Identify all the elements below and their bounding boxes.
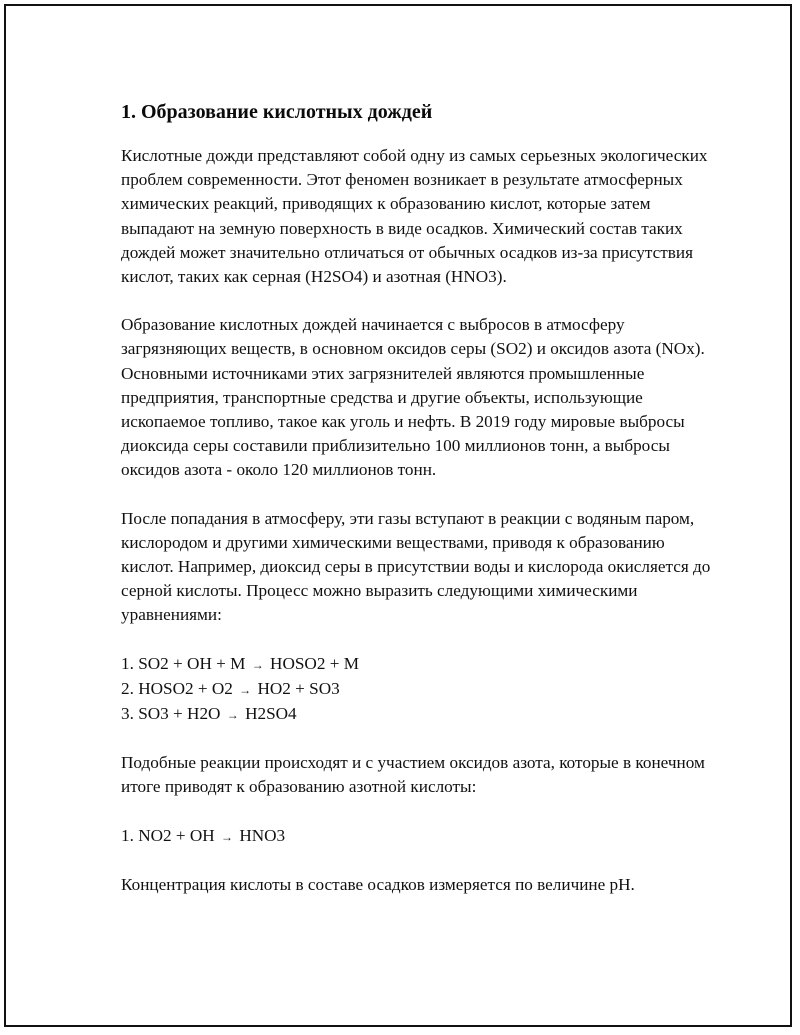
- document-page: [4, 4, 792, 1027]
- arrow-icon: →: [221, 829, 234, 844]
- equation-rhs: HO2 + SO3: [257, 678, 340, 698]
- arrow-icon: →: [239, 682, 252, 697]
- section-heading: 1. Образование кислотных дождей: [121, 101, 433, 123]
- equation-line: [121, 677, 711, 702]
- equation-list-sulfur: [121, 652, 711, 728]
- equation-line: [121, 824, 711, 849]
- paragraph: После попадания в атмосферу, эти газы вступают в реакции с водяным паром, кислородом и другими химическими веществами, приводя к образованию кислот. Например, диоксид серы в присутствии воды и кислорода окисляется до серной кислоты. Процесс можно выразить следующими химическими уравнениями:: [121, 508, 711, 625]
- paragraph: Концентрация кислоты в составе осадков измеряется по величине pH.: [121, 874, 635, 894]
- equation-lhs: 3. SO3 + H2O: [121, 704, 221, 724]
- equation-rhs: H2SO4: [245, 704, 297, 724]
- equation-lhs: 2. HOSO2 + O2: [121, 678, 233, 698]
- equation-rhs: HNO3: [239, 825, 286, 845]
- equation-lhs: 1. SO2 + OH + M: [121, 653, 246, 673]
- equation-rhs: HOSO2 + M: [270, 653, 359, 673]
- equation-line: [121, 652, 711, 677]
- equation-line: [121, 702, 711, 727]
- paragraph: Подобные реакции происходят и с участием оксидов азота, которые в конечном итоге приводят к образованию азотной кислоты:: [121, 753, 705, 797]
- equation-lhs: 1. NO2 + OH: [121, 825, 215, 845]
- paragraph: Образование кислотных дождей начинается с выбросов в атмосферу загрязняющих веществ, в основном оксидов серы (SO2) и оксидов азота (NOx). Основными источниками этих загрязнителей являются промышленные предприятия, транспортные средства и другие объекты, использующие ископаемое топливо, такое как уголь и нефть. В 2019 году мировые выбросы диоксида серы составили приблизительно 100 миллионов тонн, а выбросы оксидов азота - около 120 миллионов тонн.: [121, 315, 705, 480]
- arrow-icon: →: [226, 708, 239, 723]
- paragraph: Кислотные дожди представляют собой одну из самых серьезных экологических проблем современности. Этот феномен возникает в результате атмосферных химических реакций, приводящих к образованию кислот, которые затем выпадают на земную поверхность в виде осадков. Химический состав таких дождей может значительно отличаться от обычных осадков из-за присутствия кислот, таких как серная (H2SO4) и азотная (HNO3).: [121, 146, 708, 287]
- equation-list-nitrogen: [121, 824, 711, 849]
- document-content: [121, 99, 711, 921]
- arrow-icon: →: [251, 657, 264, 672]
